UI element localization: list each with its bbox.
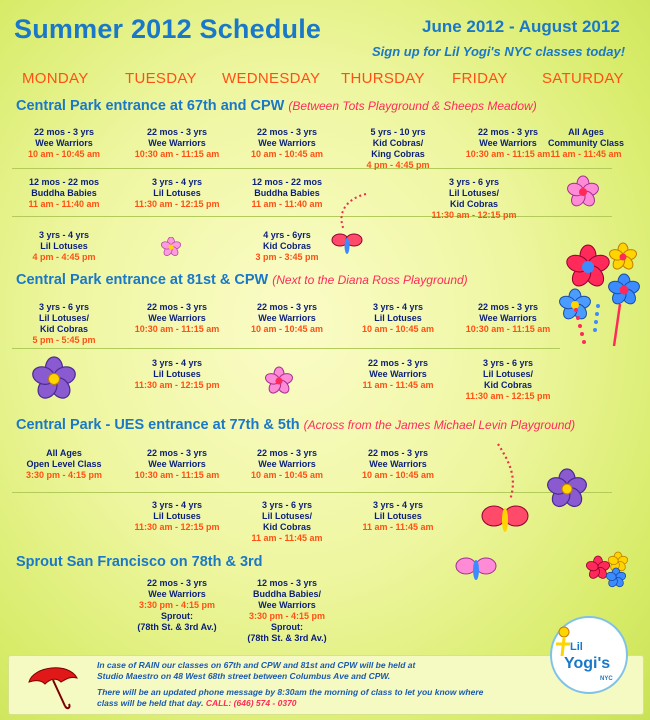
class-entry xyxy=(342,127,454,171)
class-name: Lil Lotuses xyxy=(374,511,422,521)
class-ages: 22 mos - 3 yrs xyxy=(146,127,208,137)
class-ages: All Ages xyxy=(568,127,604,137)
rain-text-line4-body: class will be held that day. xyxy=(97,698,204,708)
class-name: Wee Warriors xyxy=(258,313,316,323)
umbrella-icon xyxy=(25,660,81,710)
class-ages: 3 yrs - 4 yrs xyxy=(38,230,90,240)
class-entry xyxy=(121,177,233,210)
class-name: Wee Warriors xyxy=(369,459,427,469)
class-ages: 3 yrs - 6 yrs xyxy=(38,302,90,312)
signup-callout: Sign up for Lil Yogi's NYC classes today! xyxy=(372,44,626,59)
class-time: 10 am - 10:45 am xyxy=(250,324,324,334)
class-name: Wee Warriors xyxy=(148,459,206,469)
class-ages: 5 yrs - 10 yrs xyxy=(370,127,426,137)
location-name: Sprout San Francisco on 78th & 3rd xyxy=(16,554,263,570)
class-name: Buddha Babies xyxy=(254,188,320,198)
phone-number: CALL: (646) 574 - 0370 xyxy=(205,698,297,708)
class-ages: 22 mos - 3 yrs xyxy=(146,578,208,588)
flower-icon xyxy=(565,244,611,290)
flower-icon xyxy=(566,175,600,209)
class-ages: 22 mos - 3 yrs xyxy=(146,448,208,458)
location-name: Central Park - UES entrance at 77th & 5th xyxy=(16,417,300,433)
class-ages: 22 mos - 3 yrs xyxy=(477,302,539,312)
class-time: 4 pm - 4:45 pm xyxy=(366,160,430,170)
class-entry xyxy=(121,448,233,481)
class-name: Lil Lotuses xyxy=(374,313,422,323)
class-entry xyxy=(121,500,233,533)
class-name: Community Class xyxy=(547,138,625,148)
flower-icon xyxy=(264,366,294,396)
class-name: Wee Warriors xyxy=(479,313,537,323)
class-ages: 3 yrs - 6 yrs xyxy=(448,177,500,187)
class-entry xyxy=(231,127,343,160)
class-time: 3 pm - 3:45 pm xyxy=(255,252,319,262)
class-entry xyxy=(8,127,120,160)
class-ages: 22 mos - 3 yrs xyxy=(33,127,95,137)
class-time: 3:30 pm - 4:15 pm xyxy=(248,611,326,621)
class-time: 11 am - 11:40 am xyxy=(251,199,323,209)
date-range: June 2012 - August 2012 xyxy=(422,17,620,36)
class-name: Wee Warriors xyxy=(148,138,206,148)
class-time: 3:30 pm - 4:15 pm xyxy=(138,600,216,610)
class-name: Lil Lotuses xyxy=(153,369,201,379)
class-ages: All Ages xyxy=(46,448,82,458)
class-venue: Sprout: xyxy=(271,622,303,632)
row-divider xyxy=(12,168,612,169)
logo-text-top: Lil xyxy=(570,641,583,653)
day-friday: FRIDAY xyxy=(452,70,508,87)
row-divider xyxy=(12,348,560,349)
class-name: Wee Warriors xyxy=(258,138,316,148)
class-name: Wee Warriors xyxy=(479,138,537,148)
class-name: Wee Warriors xyxy=(148,313,206,323)
location-note: (Across from the James Michael Levin Playground) xyxy=(303,418,576,432)
class-time: 10:30 am - 11:15 am xyxy=(134,324,220,334)
class-entry xyxy=(121,127,233,160)
class-entry xyxy=(342,358,454,391)
rain-text-line3: There will be an updated phone message by 8:30am the morning of class to let you know where xyxy=(97,687,484,697)
day-thursday: THURSDAY xyxy=(341,70,425,87)
day-monday: MONDAY xyxy=(22,70,89,87)
class-ages: 22 mos - 3 yrs xyxy=(256,302,318,312)
location-note: (Next to the Diana Ross Playground) xyxy=(272,273,468,287)
class-name: Wee Warriors xyxy=(369,369,427,379)
class-time: 11 am - 11:45 am xyxy=(362,380,434,390)
class-ages: 22 mos - 3 yrs xyxy=(146,302,208,312)
class-name: Wee Warriors xyxy=(258,600,316,610)
flower-stems-icon xyxy=(570,300,630,350)
class-name: Lil Lotuses/ xyxy=(482,369,533,379)
class-time: 10 am - 10:45 am xyxy=(250,149,324,159)
class-time: 11:30 am - 12:15 pm xyxy=(134,522,220,532)
class-name: King Cobras xyxy=(371,149,425,159)
flower-icon xyxy=(30,355,78,403)
class-entry xyxy=(342,448,454,481)
class-ages: 3 yrs - 6 yrs xyxy=(261,500,313,510)
class-time: 11 am - 11:45 am xyxy=(550,149,622,159)
class-name: Buddha Babies xyxy=(31,188,97,198)
location-67th-cpw xyxy=(16,98,537,114)
class-entry xyxy=(121,578,233,633)
location-77th-5th xyxy=(16,417,575,433)
class-ages: 3 yrs - 4 yrs xyxy=(151,177,203,187)
class-time: 10:30 am - 11:15 am xyxy=(465,324,551,334)
class-time: 10:30 am - 11:15 am xyxy=(465,149,551,159)
class-time: 11:30 am - 12:15 pm xyxy=(431,210,517,220)
class-entry xyxy=(8,448,120,481)
class-entry xyxy=(418,177,530,221)
class-name: Lil Lotuses xyxy=(153,511,201,521)
class-time: 11:30 am - 12:15 pm xyxy=(134,380,220,390)
flower-cluster-icon xyxy=(584,548,632,588)
class-ages: 12 mos - 22 mos xyxy=(28,177,100,187)
class-ages: 22 mos - 3 yrs xyxy=(256,127,318,137)
class-entry xyxy=(452,302,564,335)
class-ages: 22 mos - 3 yrs xyxy=(256,448,318,458)
class-ages: 22 mos - 3 yrs xyxy=(477,127,539,137)
class-time: 11 am - 11:45 am xyxy=(251,533,323,543)
class-ages: 3 yrs - 4 yrs xyxy=(372,500,424,510)
location-sprout xyxy=(16,554,263,570)
page-title: Summer 2012 Schedule xyxy=(14,14,322,44)
location-name: Central Park entrance at 81st & CPW xyxy=(16,272,269,288)
rain-text-line1: In case of RAIN our classes on 67th and CPW and 81st and CPW will be held at xyxy=(97,660,416,670)
class-ages: 12 mos - 22 mos xyxy=(251,177,323,187)
logo-text-sub: NYC xyxy=(600,676,613,682)
location-name: Central Park entrance at 67th and CPW xyxy=(16,98,285,114)
class-name: Wee Warriors xyxy=(148,589,206,599)
class-time: 3:30 pm - 4:15 pm xyxy=(25,470,103,480)
class-ages: 4 yrs - 6yrs xyxy=(263,230,311,240)
class-entry xyxy=(452,358,564,402)
location-81st-cpw xyxy=(16,272,468,288)
butterfly-icon xyxy=(328,190,374,262)
class-name: Kid Cobras xyxy=(39,324,88,334)
butterfly-icon xyxy=(478,440,534,540)
class-time: 10 am - 10:45 am xyxy=(250,470,324,480)
class-name: Wee Warriors xyxy=(258,459,316,469)
class-entry xyxy=(342,302,454,335)
class-time: 11:30 am - 12:15 pm xyxy=(134,199,220,209)
class-name: Kid Cobras/ xyxy=(372,138,424,148)
class-name: Kid Cobras xyxy=(262,522,311,532)
class-time: 5 pm - 5:45 pm xyxy=(32,335,96,345)
class-name: Lil Lotuses xyxy=(153,188,201,198)
logo-text-main: Yogi's xyxy=(564,655,611,672)
rain-text-line2: Studio Maestro on 48 West 68th street between Columbus Ave and CPW. xyxy=(97,671,391,681)
class-time: 10 am - 10:45 am xyxy=(361,324,435,334)
class-name: Lil Lotuses/ xyxy=(448,188,499,198)
class-name: Lil Lotuses xyxy=(40,241,88,251)
class-time: 10 am - 10:45 am xyxy=(361,470,435,480)
class-ages: 3 yrs - 6 yrs xyxy=(482,358,534,368)
class-name: Open Level Class xyxy=(26,459,102,469)
day-saturday: SATURDAY xyxy=(542,70,624,87)
class-name: Kid Cobras xyxy=(262,241,311,251)
class-entry xyxy=(231,230,343,263)
class-time: 10:30 am - 11:15 am xyxy=(134,470,220,480)
class-entry xyxy=(121,302,233,335)
class-venue: Sprout: xyxy=(161,611,193,621)
class-venue: (78th St. & 3rd Av.) xyxy=(247,633,327,643)
class-entry xyxy=(231,578,343,644)
flower-icon xyxy=(544,466,590,512)
class-time: 10 am - 10:45 am xyxy=(27,149,101,159)
class-name: Buddha Babies/ xyxy=(252,589,321,599)
class-entry xyxy=(231,500,343,544)
day-tuesday: TUESDAY xyxy=(125,70,197,87)
class-entry xyxy=(231,177,343,210)
class-name: Lil Lotuses/ xyxy=(261,511,312,521)
class-time: 4 pm - 4:45 pm xyxy=(32,252,96,262)
class-entry xyxy=(231,302,343,335)
class-entry xyxy=(8,302,120,346)
class-time: 10:30 am - 11:15 am xyxy=(134,149,220,159)
class-name: Kid Cobras xyxy=(449,199,498,209)
class-entry xyxy=(342,500,454,533)
class-name: Wee Warriors xyxy=(35,138,93,148)
class-entry xyxy=(8,177,120,210)
class-name: Lil Lotuses/ xyxy=(38,313,89,323)
flower-icon xyxy=(161,237,181,257)
class-venue: (78th St. & 3rd Av.) xyxy=(137,622,217,632)
class-time: 11 am - 11:45 am xyxy=(362,522,434,532)
class-ages: 12 mos - 3 yrs xyxy=(256,578,318,588)
rain-text-line4 xyxy=(97,698,297,708)
class-entry xyxy=(231,448,343,481)
class-ages: 22 mos - 3 yrs xyxy=(367,448,429,458)
day-wednesday: WEDNESDAY xyxy=(222,70,321,87)
class-entry xyxy=(8,230,120,263)
class-ages: 3 yrs - 4 yrs xyxy=(151,500,203,510)
class-time: 11:30 am - 12:15 pm xyxy=(465,391,551,401)
class-ages: 3 yrs - 4 yrs xyxy=(151,358,203,368)
flower-icon xyxy=(608,242,638,272)
class-ages: 22 mos - 3 yrs xyxy=(367,358,429,368)
class-time: 11 am - 11:40 am xyxy=(28,199,100,209)
location-note: (Between Tots Playground & Sheeps Meadow) xyxy=(288,99,537,113)
lil-yogis-logo xyxy=(548,614,630,696)
class-entry xyxy=(121,358,233,391)
class-entry xyxy=(530,127,642,160)
class-name: Kid Cobras xyxy=(483,380,532,390)
class-ages: 3 yrs - 4 yrs xyxy=(372,302,424,312)
butterfly-icon xyxy=(454,548,498,588)
